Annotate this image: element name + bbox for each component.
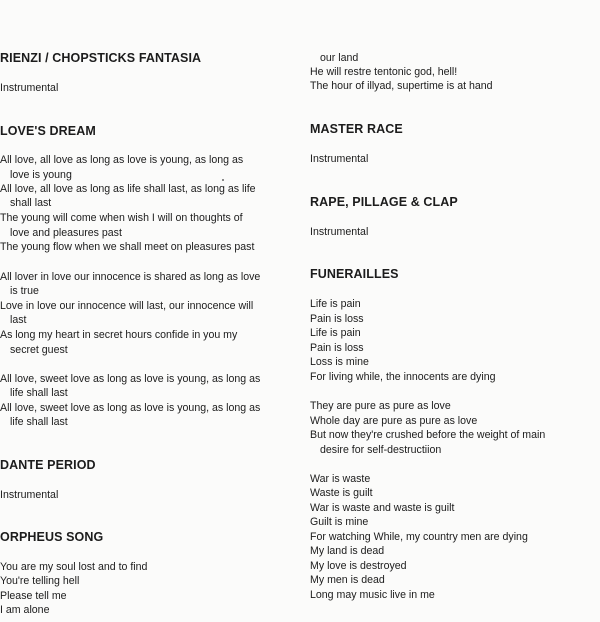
lyric-line: My love is destroyed xyxy=(310,560,407,572)
lyric-line: For watching While, my country men are dying xyxy=(310,531,528,543)
lyric-line: War is waste xyxy=(310,473,371,485)
lyric-line: My men is dead xyxy=(310,574,385,586)
lyric-line: Pain is loss xyxy=(310,313,364,325)
song-title: MASTER RACE xyxy=(310,122,403,136)
song-title: DANTE PERIOD xyxy=(0,458,96,472)
song-title: RAPE, PILLAGE & CLAP xyxy=(310,195,458,209)
lyric-line: War is waste and waste is guilt xyxy=(310,502,455,514)
lyric-line: All love, sweet love as long as love is young, as long as xyxy=(0,402,261,414)
lyric-line: As long my heart in secret hours confide in you my xyxy=(0,329,238,341)
lyric-line: Instrumental xyxy=(0,82,59,94)
lyric-line: life shall last xyxy=(10,387,68,399)
paper-speck xyxy=(222,179,224,181)
lyric-line: For living while, the innocents are dying xyxy=(310,371,496,383)
song-title: LOVE'S DREAM xyxy=(0,124,96,138)
lyric-line: I am alone xyxy=(0,604,50,616)
lyric-line: Instrumental xyxy=(310,226,369,238)
lyric-line: Loss is mine xyxy=(310,356,369,368)
song-title: ORPHEUS SONG xyxy=(0,530,104,544)
lyric-line: The young will come when wish I will on thoughts of xyxy=(0,212,243,224)
lyric-line: You are my soul lost and to find xyxy=(0,561,148,573)
lyric-line: Pain is loss xyxy=(310,342,364,354)
lyric-line: All love, sweet love as long as love is young, as long as xyxy=(0,373,261,385)
lyric-line: our land xyxy=(320,52,359,64)
lyric-line: Long may music live in me xyxy=(310,589,435,601)
lyric-line: The hour of illyad, supertime is at hand xyxy=(310,80,493,92)
song-title: RIENZI / CHOPSTICKS FANTASIA xyxy=(0,51,202,65)
lyric-line: is true xyxy=(10,285,39,297)
lyric-line: love and pleasures past xyxy=(10,227,122,239)
lyric-line: Life is pain xyxy=(310,298,361,310)
lyric-line: You're telling hell xyxy=(0,575,80,587)
lyric-line: He will restre tentonic god, hell! xyxy=(310,66,458,78)
lyric-line: Whole day are pure as pure as love xyxy=(310,415,478,427)
lyric-line: Life is pain xyxy=(310,327,361,339)
lyric-line: love is young xyxy=(10,169,72,181)
song-title: FUNERAILLES xyxy=(310,267,399,281)
lyric-line: All lover in love our innocence is shared as long as love xyxy=(0,271,261,283)
lyric-line: last xyxy=(10,314,27,326)
lyric-line: shall last xyxy=(10,197,52,209)
lyric-line: But now they're crushed before the weight of main xyxy=(310,429,546,441)
lyric-line: desire for self-destructiion xyxy=(320,444,442,456)
lyric-line: Please tell me xyxy=(0,590,67,602)
lyric-line: My land is dead xyxy=(310,545,385,557)
lyric-line: Instrumental xyxy=(310,153,369,165)
lyric-line: All love, all love as long as life shall last, as long as life xyxy=(0,183,256,195)
lyric-line: Love in love our innocence will last, our innocence will xyxy=(0,300,254,312)
lyric-line: life shall last xyxy=(10,416,68,428)
lyric-line: All love, all love as long as love is young, as long as xyxy=(0,154,244,166)
lyric-line: They are pure as pure as love xyxy=(310,400,451,412)
lyric-line: Waste is guilt xyxy=(310,487,373,499)
lyric-line: Guilt is mine xyxy=(310,516,369,528)
lyric-line: secret guest xyxy=(10,344,68,356)
lyric-line: Instrumental xyxy=(0,489,59,501)
lyric-line: The young flow when we shall meet on pleasures past xyxy=(0,241,255,253)
